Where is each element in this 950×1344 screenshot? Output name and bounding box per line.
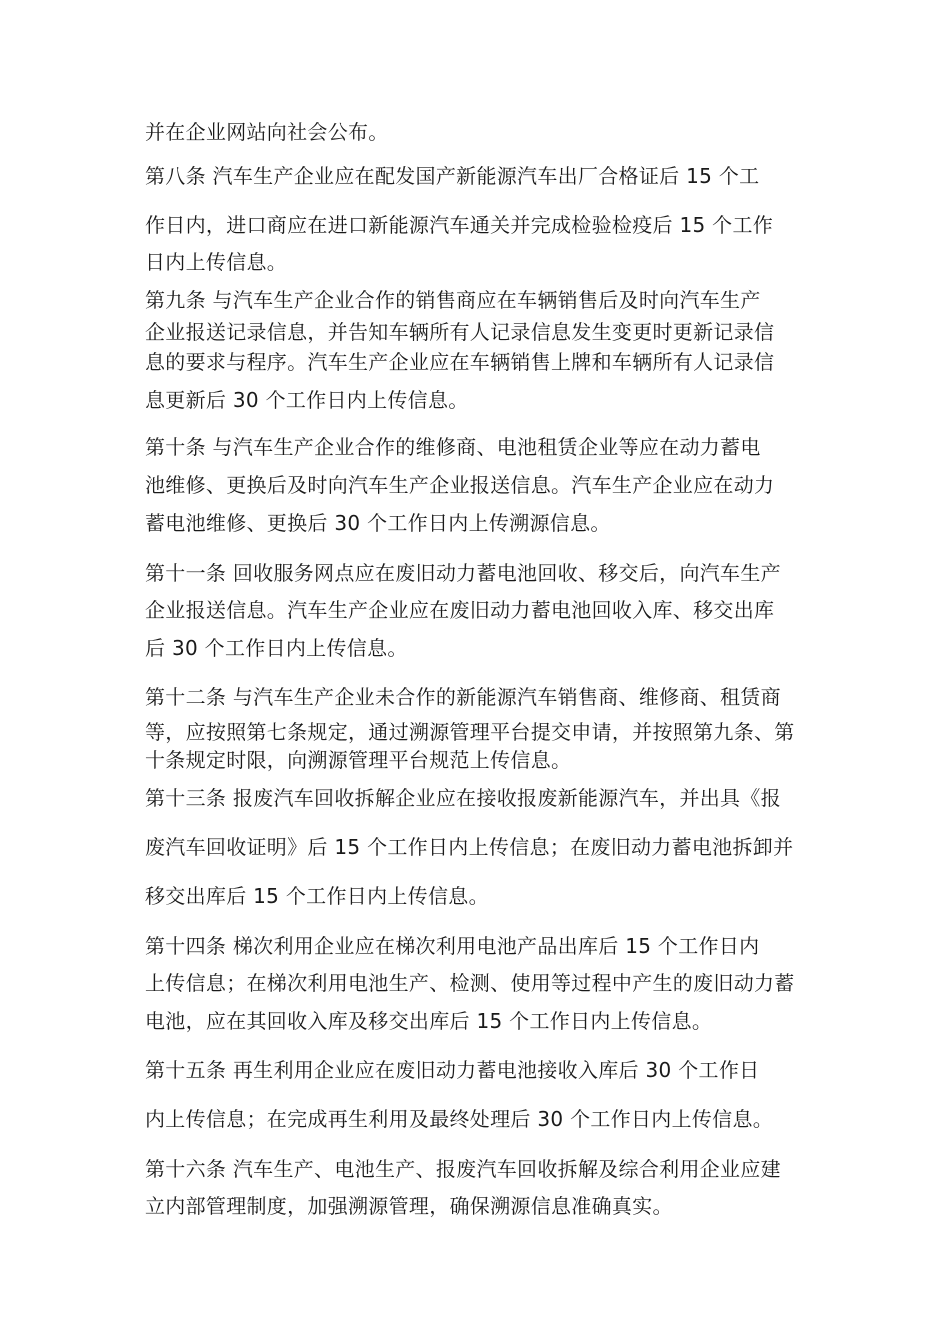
article-11-line-3: 后 30 个工作日内上传信息。 [145, 636, 408, 660]
article-13-line-2: 废汽车回收证明》后 15 个工作日内上传信息；在废旧动力蓄电池拆卸并 [145, 835, 794, 859]
article-10-line-1: 第十条 与汽车生产企业合作的维修商、电池租赁企业等应在动力蓄电 [145, 435, 761, 459]
article-8-line-1: 第八条 汽车生产企业应在配发国产新能源汽车出厂合格证后 15 个工 [145, 164, 760, 188]
article-10-line-2: 池维修、更换后及时向汽车生产企业报送信息。汽车生产企业应在动力 [145, 473, 775, 497]
article-10-line-3: 蓄电池维修、更换后 30 个工作日内上传溯源信息。 [145, 511, 611, 535]
article-8-line-3: 日内上传信息。 [145, 250, 288, 274]
article-12-line-3: 十条规定时限，向溯源管理平台规范上传信息。 [145, 748, 572, 772]
article-8-line-2: 作日内，进口商应在进口新能源汽车通关并完成检验检疫后 15 个工作 [145, 213, 774, 237]
article-11-line-1: 第十一条 回收服务网点应在废旧动力蓄电池回收、移交后，向汽车生产 [145, 561, 781, 585]
article-15-line-2: 内上传信息；在完成再生利用及最终处理后 30 个工作日内上传信息。 [145, 1107, 774, 1131]
article-15-line-1: 第十五条 再生利用企业应在废旧动力蓄电池接收入库后 30 个工作日 [145, 1058, 760, 1082]
article-16-line-1: 第十六条 汽车生产、电池生产、报废汽车回收拆解及综合利用企业应建 [145, 1157, 781, 1181]
article-14-line-3: 电池，应在其回收入库及移交出库后 15 个工作日内上传信息。 [145, 1009, 713, 1033]
article-11-line-2: 企业报送信息。汽车生产企业应在废旧动力蓄电池回收入库、移交出库 [145, 598, 775, 622]
text-line: 并在企业网站向社会公布。 [145, 120, 389, 144]
article-16-line-2: 立内部管理制度，加强溯源管理，确保溯源信息准确真实。 [145, 1194, 673, 1218]
article-14-line-1: 第十四条 梯次利用企业应在梯次利用电池产品出库后 15 个工作日内 [145, 934, 760, 958]
article-13-line-3: 移交出库后 15 个工作日内上传信息。 [145, 884, 489, 908]
article-14-line-2: 上传信息；在梯次利用电池生产、检测、使用等过程中产生的废旧动力蓄 [145, 971, 795, 995]
article-9-line-1: 第九条 与汽车生产企业合作的销售商应在车辆销售后及时向汽车生产 [145, 288, 761, 312]
article-9-line-4: 息更新后 30 个工作日内上传信息。 [145, 388, 469, 412]
article-12-line-2: 等，应按照第七条规定，通过溯源管理平台提交申请，并按照第九条、第 [145, 720, 795, 744]
article-13-line-1: 第十三条 报废汽车回收拆解企业应在接收报废新能源汽车，并出具《报 [145, 786, 781, 810]
article-9-line-3: 息的要求与程序。汽车生产企业应在车辆销售上牌和车辆所有人记录信 [145, 350, 775, 374]
article-12-line-1: 第十二条 与汽车生产企业未合作的新能源汽车销售商、维修商、租赁商 [145, 685, 781, 709]
article-9-line-2: 企业报送记录信息，并告知车辆所有人记录信息发生变更时更新记录信 [145, 320, 775, 344]
